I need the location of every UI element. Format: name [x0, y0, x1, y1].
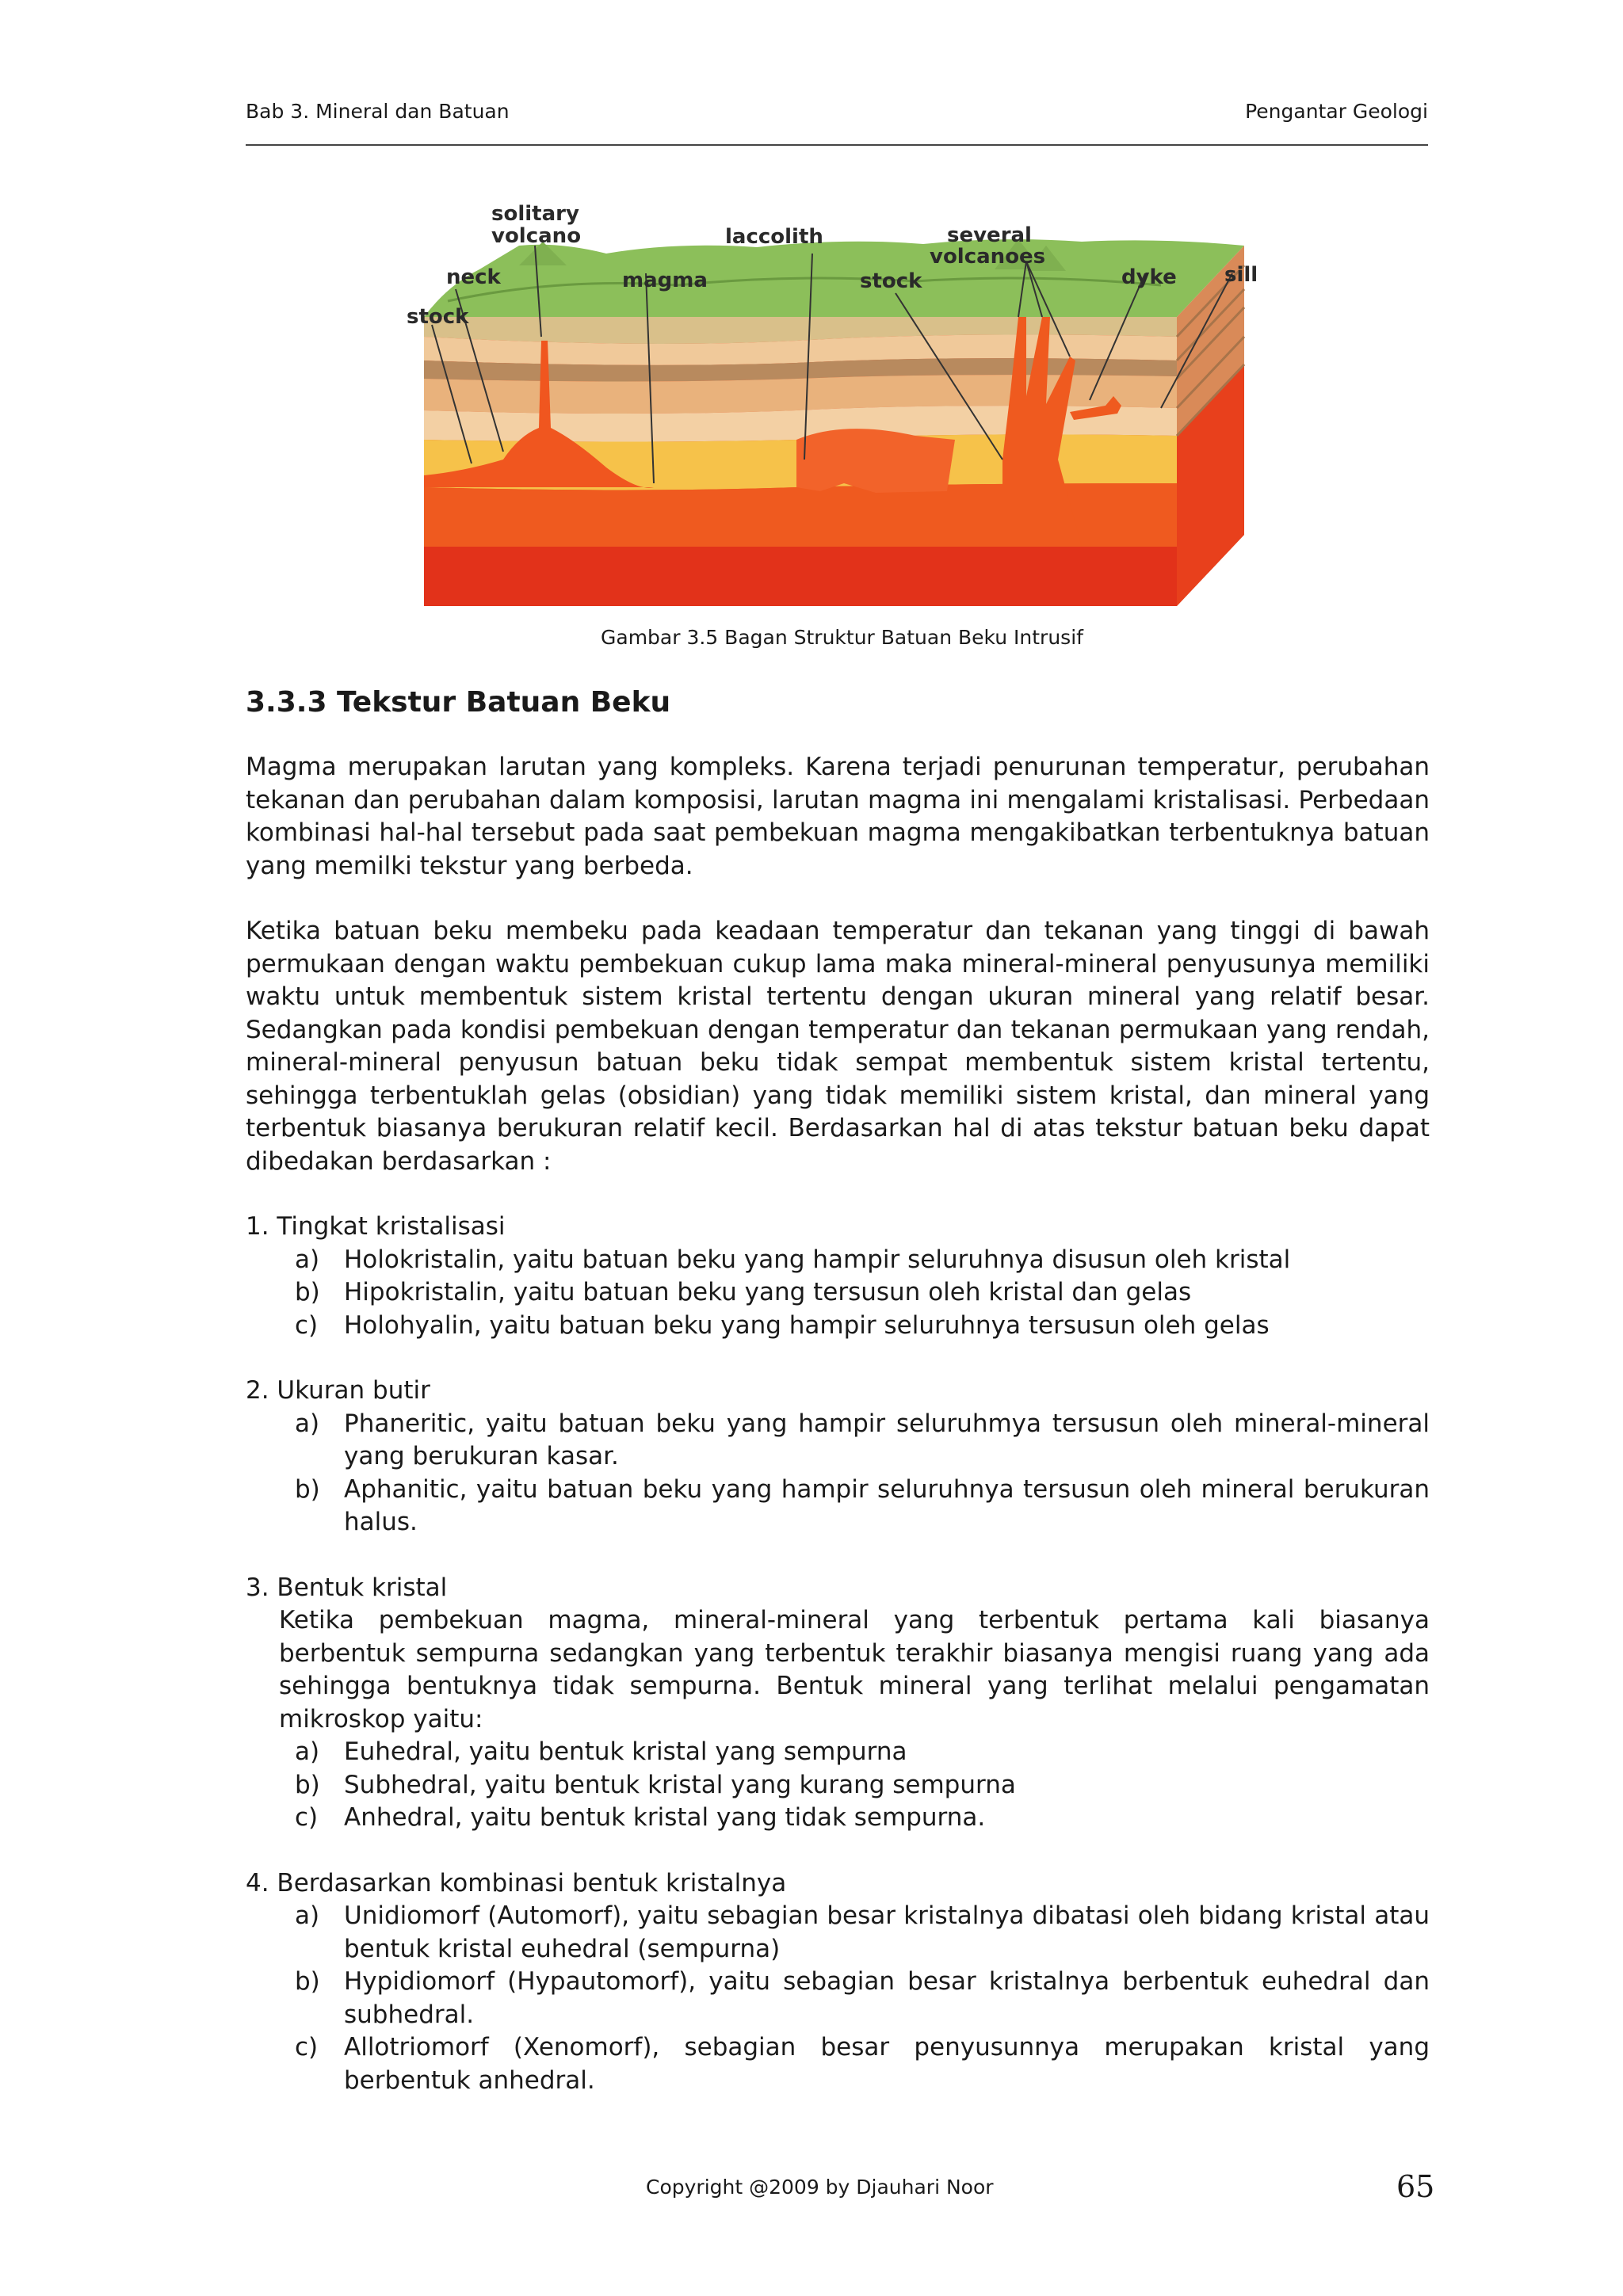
paragraph-2: Ketika batuan beku membeku pada keadaan temperatur dan tekanan yang tinggi di bawah permukaan dengan waktu pembekuan cukup lama maka mineral-mineral penyusunya memiliki waktu untuk membentuk sistem kristal tertentu dengan ukuran mineral yang relatif besar. Sedangkan pada kondisi pembekuan dengan temperatur dan tekanan permukaan yang rendah, mineral-mineral penyusun batuan beku tidak sempat membentuk sistem kristal tertentu, sehingga terbentuklah gelas (obsidian) yang tidak memiliki sistem kristal, dan mineral yang terbentuk biasanya berukuran relatif kecil. Berdasarkan hal di atas tekstur batuan beku dapat dibedakan berdasarkan :: [246, 917, 1430, 1176]
list-item: c) Holohyalin, yaitu batuan beku yang hampir seluruhnya tersusun oleh gelas: [295, 1310, 1270, 1340]
label-laccolith: laccolith: [725, 225, 823, 249]
label-magma: magma: [622, 269, 708, 292]
section-title: 3.3.3 Tekstur Batuan Beku: [246, 686, 671, 719]
label-volcanoes: volcanoes: [930, 245, 1046, 269]
list-item: a) Phaneritic, yaitu batuan beku yang hampir seluruhmya tersusun oleh mineral-mineral yang berukuran kasar.: [295, 1409, 1430, 1470]
label-neck: neck: [446, 265, 501, 289]
list-bentuk-kristal: [246, 1572, 1430, 1835]
list-item: c) Allotriomorf (Xenomorf), sebagian besar penyusunnya merupakan kristal yang berbentuk anhedral.: [295, 2033, 1430, 2095]
header-chapter: Bab 3. Mineral dan Batuan: [246, 100, 510, 123]
label-several: several: [947, 223, 1032, 247]
section-body: [246, 751, 1430, 2130]
list-title: 2. Ukuran butir: [246, 1376, 430, 1405]
list-item: b) Hipokristalin, yaitu batuan beku yang tersusun oleh kristal dan gelas: [295, 1278, 1192, 1306]
page-header: [246, 97, 1428, 146]
list-title: 3. Bentuk kristal: [246, 1573, 448, 1602]
magma-deep: [424, 547, 1177, 606]
list-item: b) Subhedral, yaitu bentuk kristal yang kurang sempurna: [295, 1770, 1016, 1799]
list-description: Ketika pembekuan magma, mineral-mineral yang terbentuk pertama kali biasanya berbentuk sempurna sedangkan yang terbentuk terakhir biasanya mengisi ruang yang ada sehingga bentuknya tidak sempurna. Bentuk mineral yang terlihat melalui pengamatan mikroskop yaitu:: [279, 1606, 1430, 1733]
list-ukuran-butir: [246, 1375, 1430, 1539]
label-volcano: volcano: [491, 224, 582, 248]
page-number: 65: [1396, 2169, 1435, 2204]
list-tingkat-kristalisasi: [246, 1211, 1430, 1342]
label-stock-right: stock: [860, 269, 922, 293]
figure-caption: Gambar 3.5 Bagan Struktur Batuan Beku Intrusif: [601, 626, 1083, 649]
laccolith-body: [796, 429, 955, 493]
geology-block-svg: [400, 198, 1276, 610]
list-title: 1. Tingkat kristalisasi: [246, 1212, 506, 1241]
label-dyke: dyke: [1121, 265, 1177, 289]
list-kombinasi-bentuk: [246, 1867, 1430, 2098]
list-item: a) Unidiomorf (Automorf), yaitu sebagian besar kristalnya dibatasi oleh bidang kristal atau bentuk kristal euhedral (sempurna): [295, 1901, 1430, 1963]
list-item: a) Holokristalin, yaitu batuan beku yang hampir seluruhnya disusun oleh kristal: [295, 1245, 1291, 1274]
list-item: a) Euhedral, yaitu bentuk kristal yang sempurna: [295, 1737, 907, 1766]
header-book-title: Pengantar Geologi: [1245, 100, 1428, 123]
paragraph-1: Magma merupakan larutan yang kompleks. Karena terjadi penurunan temperatur, perubahan tekanan dan perubahan dalam komposisi, larutan magma ini mengalami kristalisasi. Perbedaan kombinasi hal-hal tersebut pada saat pembekuan magma mengakibatkan terbentuknya batuan yang memilki tekstur yang berbeda.: [246, 753, 1430, 880]
label-solitary: solitary: [491, 202, 579, 226]
list-title: 4. Berdasarkan kombinasi bentuk kristalnya: [246, 1868, 787, 1897]
footer-copyright: Copyright @2009 by Djauhari Noor: [646, 2176, 994, 2199]
list-item: b) Aphanitic, yaitu batuan beku yang hampir seluruhnya tersusun oleh mineral berukuran halus.: [295, 1474, 1430, 1536]
intrusive-rock-diagram: [400, 198, 1276, 610]
list-item: b) Hypidiomorf (Hypautomorf), yaitu sebagian besar kristalnya berbentuk euhedral dan subhedral.: [295, 1967, 1430, 2029]
label-stock-left: stock: [407, 305, 469, 329]
label-sill: sill: [1224, 263, 1258, 287]
list-item: c) Anhedral, yaitu bentuk kristal yang tidak sempurna.: [295, 1803, 986, 1832]
